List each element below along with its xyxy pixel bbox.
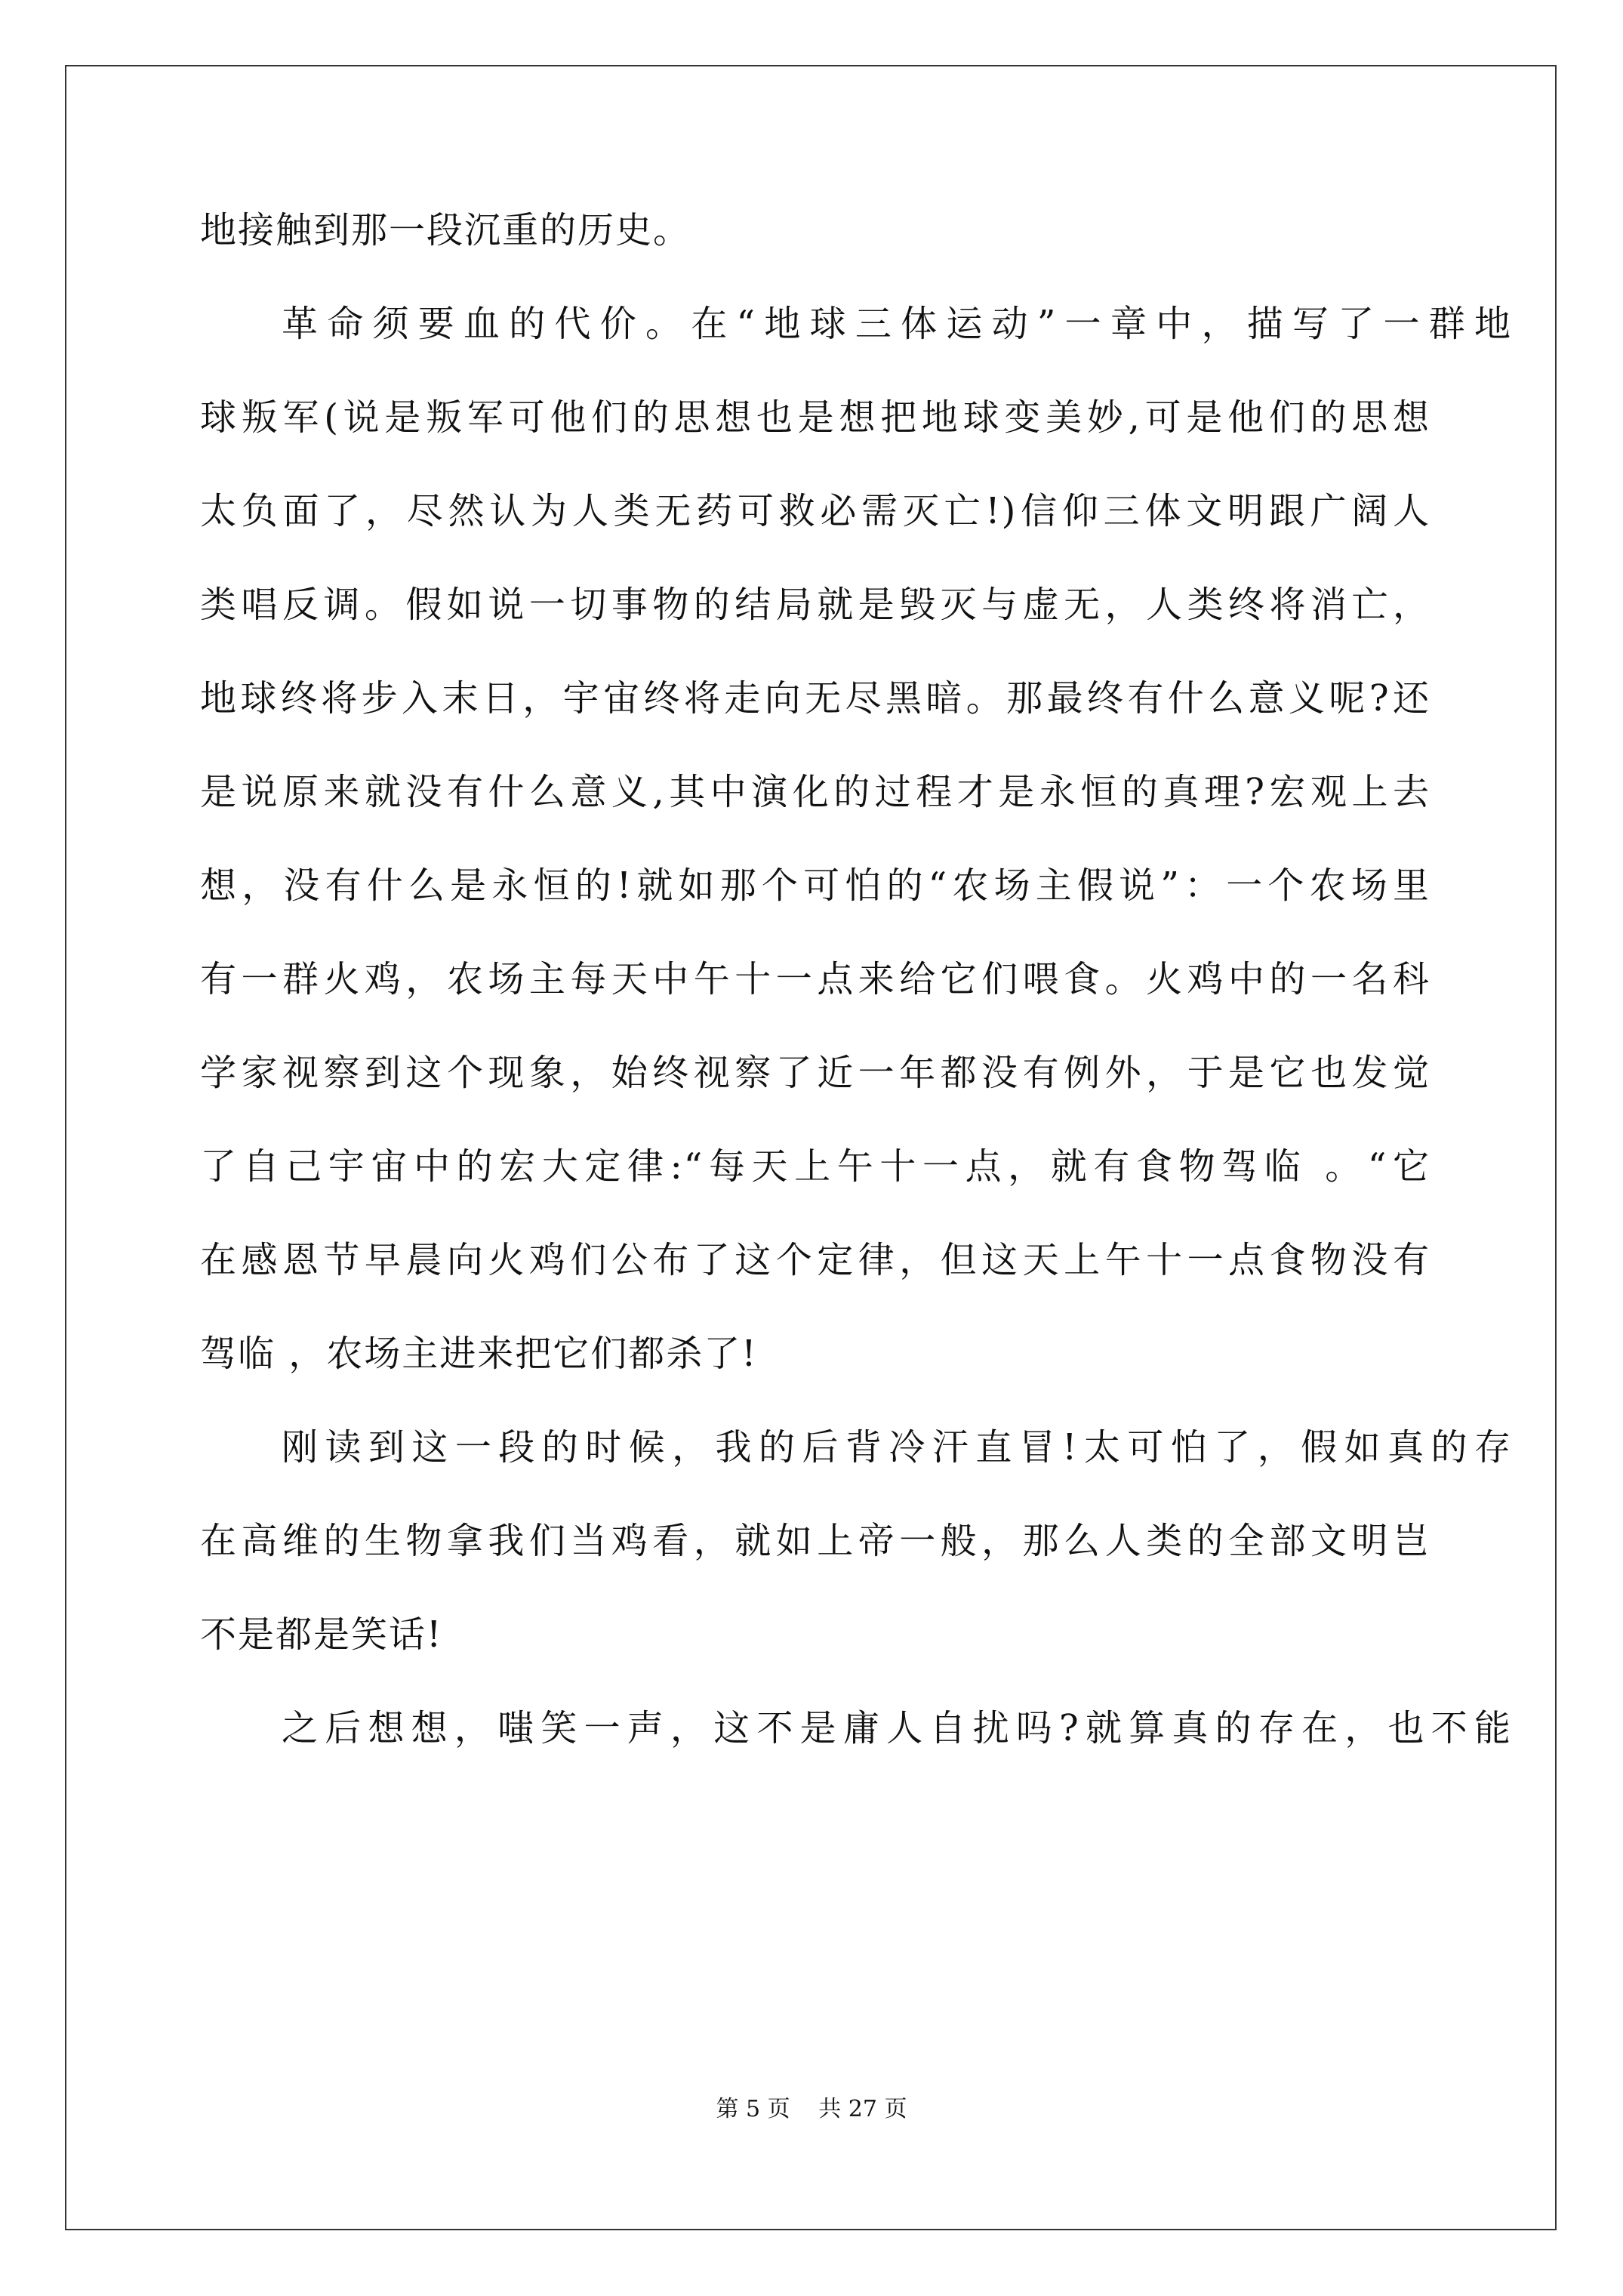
page-footer [0, 2094, 1623, 2125]
paragraph-first-line: 刚读到这一段的时候，我的后背冷汗直冒!太可怕了，假如真的存 [282, 1426, 1512, 1469]
page-total: 共 27 页 [818, 2096, 907, 2122]
text-line: 是说原来就没有什么意义,其中演化的过程才是永恒的真理?宏观上去 [200, 771, 1431, 813]
text-line: 类唱反调。假如说一切事物的结局就是毁灭与虚无，人类终将消亡， [200, 584, 1431, 626]
text-line: 地接触到那一段沉重的历史。 [200, 209, 691, 251]
text-line: 球叛军(说是叛军可他们的思想也是想把地球变美妙,可是他们的思想 [200, 396, 1431, 439]
text-line: 有一群火鸡，农场主每天中午十一点来给它们喂食。火鸡中的一名科 [200, 958, 1431, 1000]
text-line: 想，没有什么是永恒的!就如那个可怕的“农场主假说”：一个农场里 [200, 864, 1431, 907]
text-line: 太负面了，尽然认为人类无药可救必需灭亡!)信仰三体文明跟广阔人 [200, 490, 1431, 532]
text-line: 在感恩节早晨向火鸡们公布了这个定律，但这天上午十一点食物没有 [200, 1239, 1431, 1281]
paragraph-first-line: 革命须要血的代价。在“地球三体运动”一章中，描写了一群地 [282, 303, 1512, 345]
text-line: 在高维的生物拿我们当鸡看，就如上帝一般，那么人类的全部文明岂 [200, 1520, 1431, 1562]
page-number: 第 5 页 [716, 2096, 790, 2122]
text-line: 驾临 ，农场主进来把它们都杀了! [200, 1333, 758, 1375]
text-line: 地球终将步入末日，宇宙终将走向无尽黑暗。那最终有什么意义呢?还 [200, 677, 1431, 720]
text-line: 学家视察到这个现象，始终视察了近一年都没有例外，于是它也发觉 [200, 1052, 1431, 1094]
paragraph-first-line: 之后想想，嗤笑一声，这不是庸人自扰吗?就算真的存在，也不能 [282, 1707, 1512, 1749]
text-line: 了自己宇宙中的宏大定律:“每天上午十一点，就有食物驾临 。“它 [200, 1145, 1431, 1188]
text-line: 不是都是笑话! [200, 1613, 443, 1656]
